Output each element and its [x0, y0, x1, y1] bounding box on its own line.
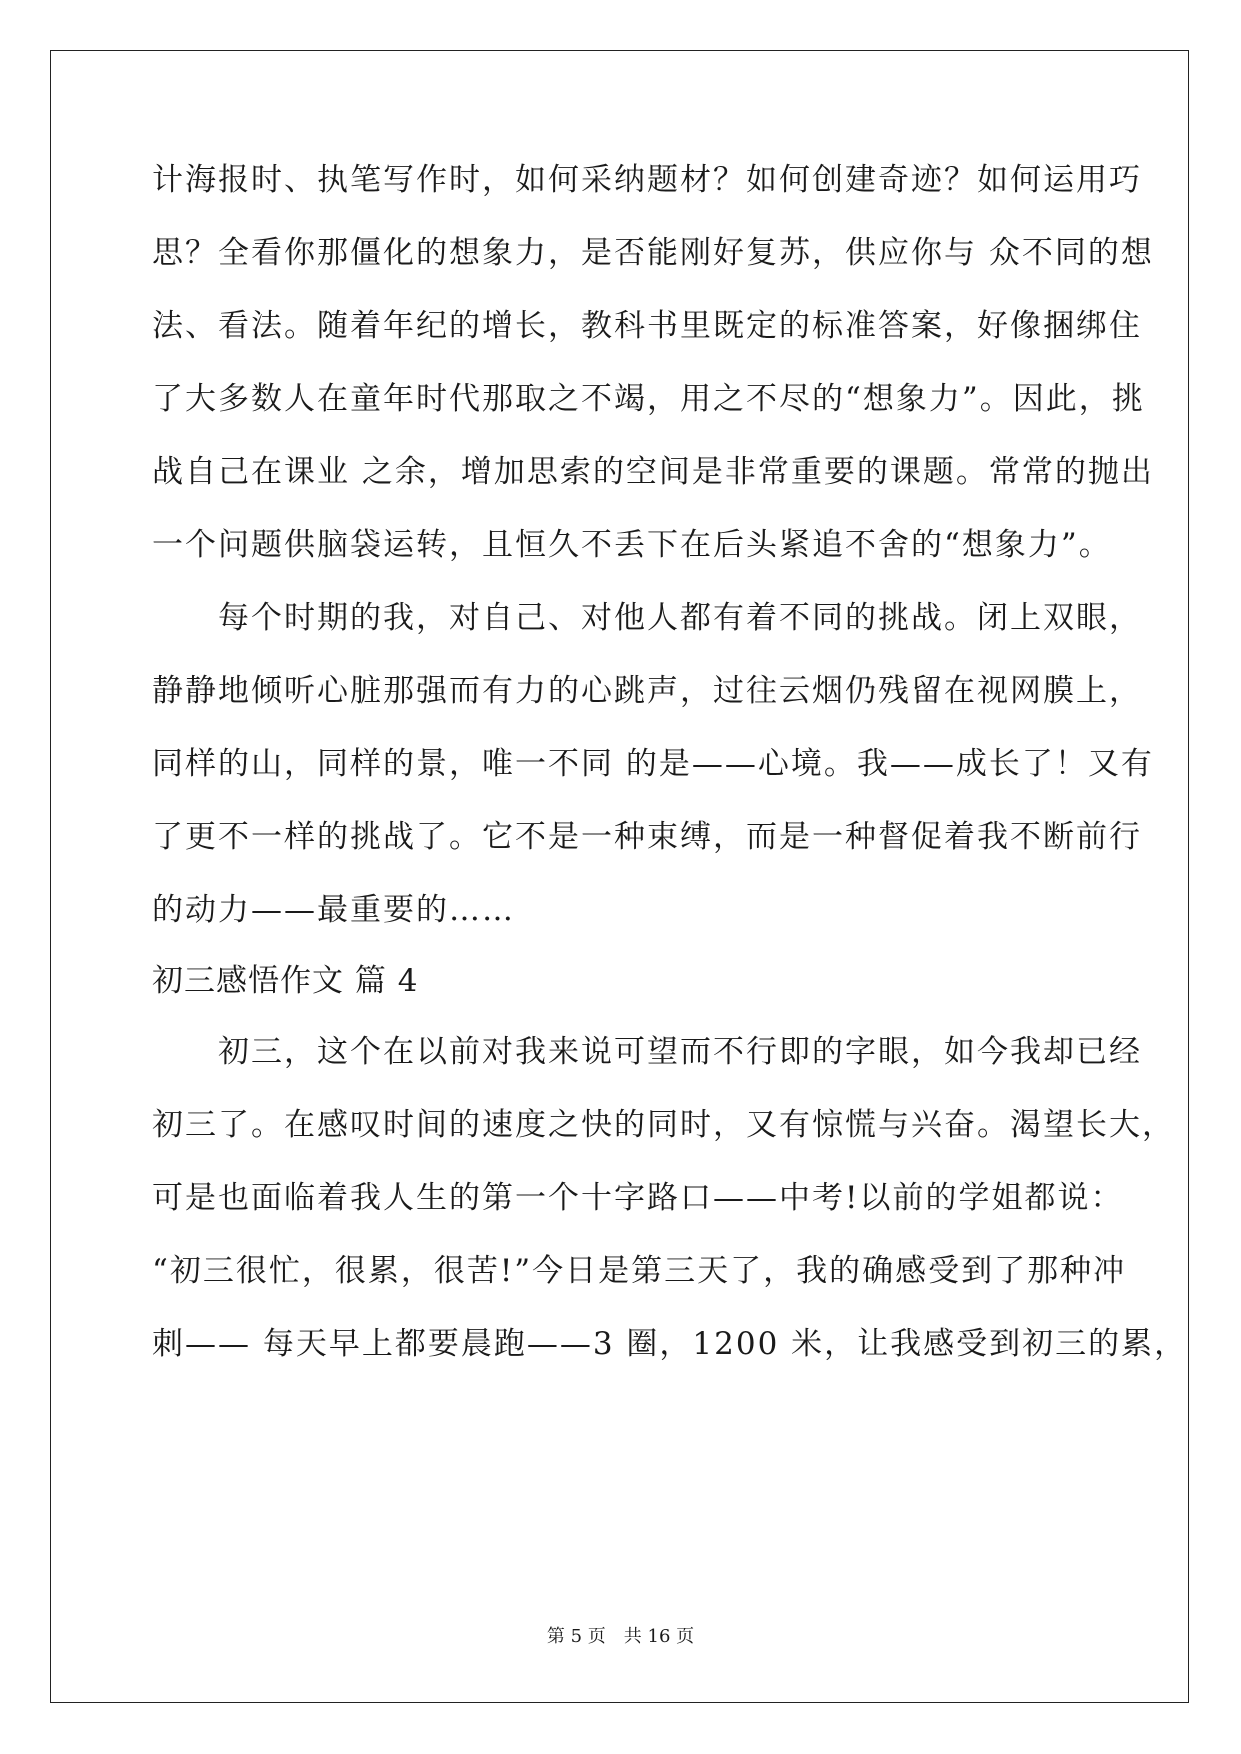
text-line: “初三很忙，很累，很苦!”今日是第三天了，我的确感受到了那种冲 — [152, 1253, 1127, 1289]
text-line: 一个问题供脑袋运转，且恒久不丢下在后头紧追不舍的“想象力”。 — [152, 527, 1112, 563]
text-line: 思？全看你那僵化的想象力，是否能刚好复苏，供应你与 众不同的想 — [152, 235, 1154, 271]
text-line: 初三，这个在以前对我来说可望而不行即的字眼，如今我却已经 — [152, 1034, 1142, 1070]
text-line: 战自己在课业 之余，增加思索的空间是非常重要的课题。常常的抛出 — [152, 454, 1154, 490]
text-line: 初三了。在感叹时间的速度之快的同时，又有惊慌与兴奋。渴望长大， — [152, 1107, 1175, 1143]
text-line: 静静地倾听心脏那强而有力的心跳声，过往云烟仍残留在视网膜上， — [152, 673, 1142, 709]
text-line: 计海报时、执笔写作时，如何采纳题材？如何创建奇迹？如何运用巧 — [152, 162, 1142, 198]
text-line: 同样的山，同样的景，唯一不同 的是——心境。我——成长了！又有 — [152, 746, 1154, 782]
text-line: 可是也面临着我人生的第一个十字路口——中考!以前的学姐都说： — [152, 1180, 1124, 1216]
text-line: 了大多数人在童年时代那取之不竭，用之不尽的“想象力”。因此，挑 — [152, 381, 1145, 417]
text-line: 每个时期的我，对自己、对他人都有着不同的挑战。闭上双眼， — [152, 600, 1142, 636]
text-line: 的动力——最重要的…… — [152, 892, 515, 928]
page-border — [50, 50, 1189, 1703]
page-number: 第 5 页 共 16 页 — [546, 1626, 695, 1647]
text-line: 法、看法。随着年纪的增长，教科书里既定的标准答案，好像捆绑住 — [152, 308, 1142, 344]
text-line: 刺—— 每天早上都要晨跑——3 圈，1200 米，让我感受到初三的累， — [152, 1326, 1188, 1362]
section-heading: 初三感悟作文 篇 4 — [152, 963, 419, 999]
text-line: 了更不一样的挑战了。它不是一种束缚，而是一种督促着我不断前行 — [152, 819, 1142, 855]
